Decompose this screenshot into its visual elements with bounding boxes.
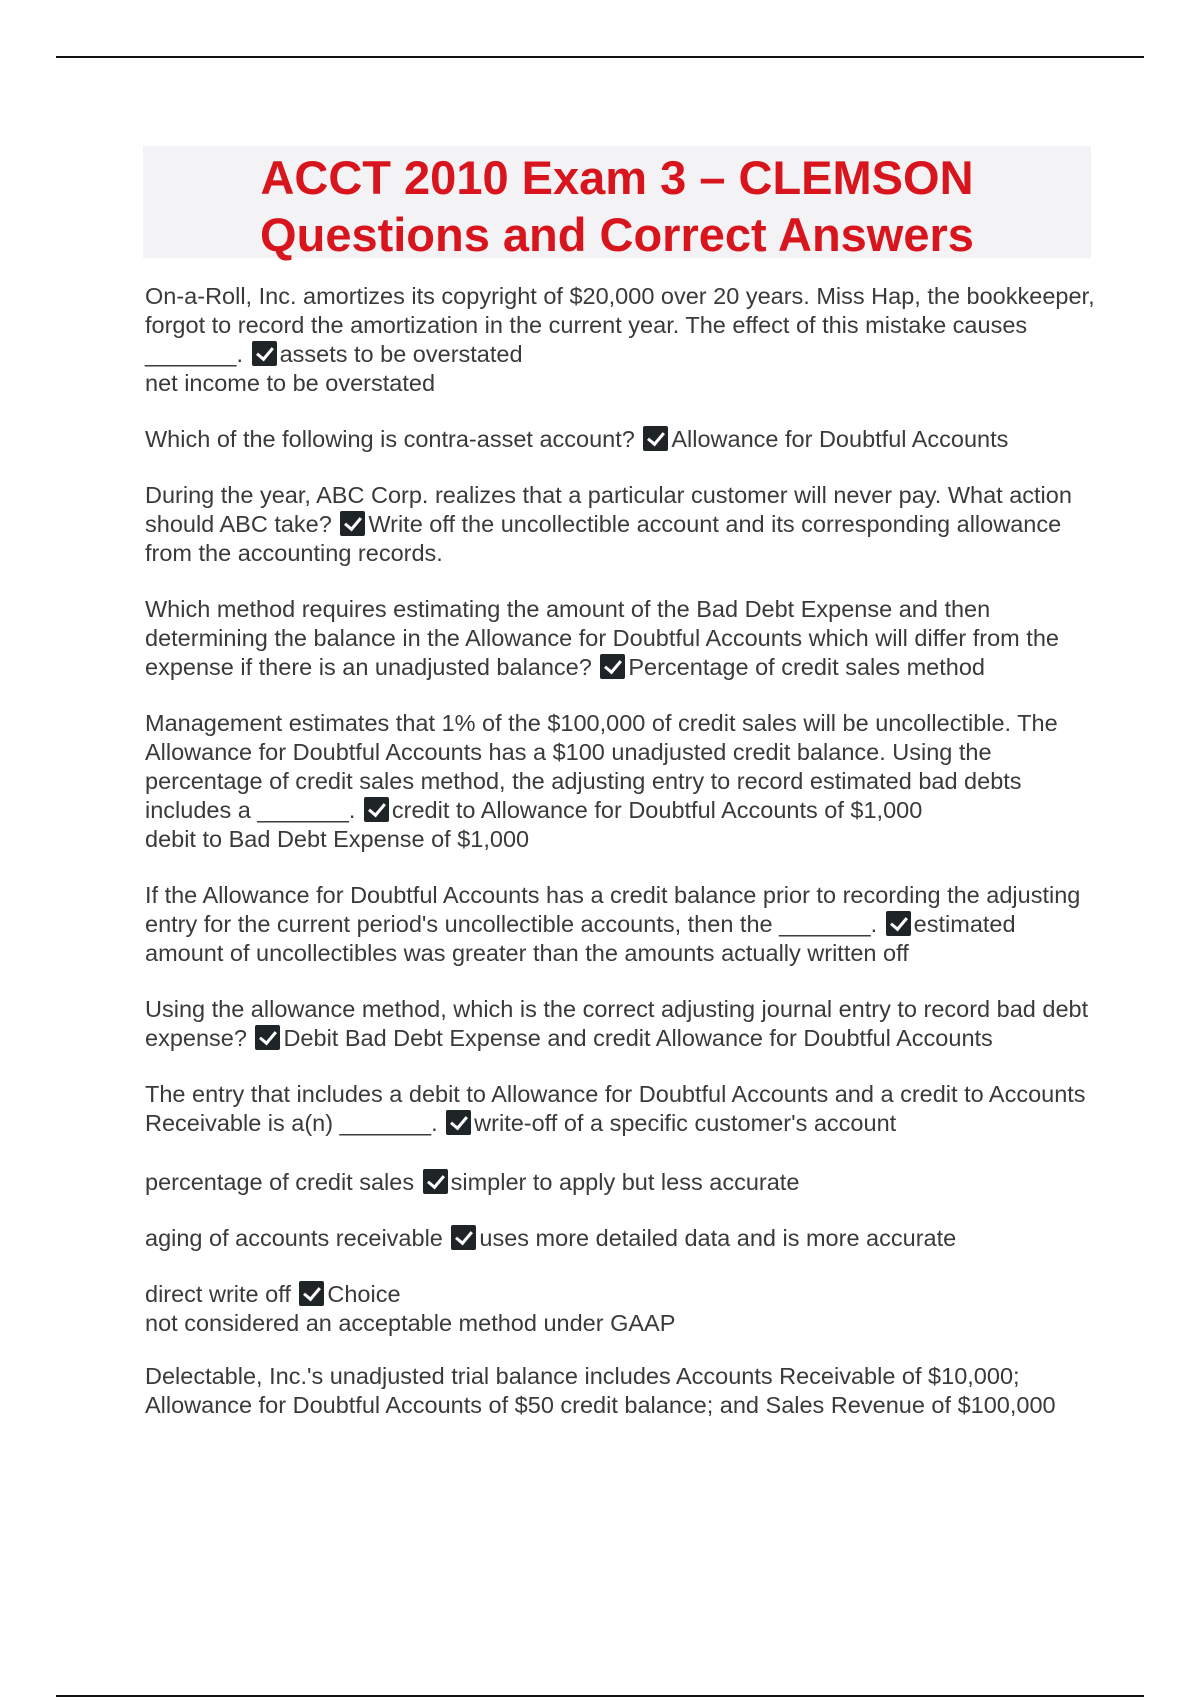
footer-rule [56, 1695, 1144, 1697]
question-text: Management estimates that 1% of the $100,000 of credit sales will be uncollectible. The Allowance for Doubtful Accounts has a $100 unadjusted credit balance. Using the percentage of credit sales method, the adjusting entry to record estimated bad debts includes a _______. [145, 710, 1058, 823]
answer-text: Percentage of credit sales method [628, 654, 985, 680]
answer-text: Write off the uncollectible account and its corresponding allowance from the accounting records. [145, 511, 1062, 566]
question-text: Using the allowance method, which is the correct adjusting journal entry to record bad debt expense? [145, 996, 1089, 1051]
answer-text: Choice [327, 1281, 401, 1307]
qa-item [145, 481, 1095, 568]
answer-text: assets to be overstated [279, 341, 523, 367]
question-text: On-a-Roll, Inc. amortizes its copyright of $20,000 over 20 years. Miss Hap, the bookkeeper, forgot to record the amortization in the current year. The effect of this mistake causes _______. [145, 283, 1095, 367]
qa-item [145, 1080, 1095, 1138]
answer-text: uses more detailed data and is more accurate [479, 1225, 957, 1251]
answer-text: Debit Bad Debt Expense and credit Allowance for Doubtful Accounts [283, 1025, 993, 1051]
title-line-2: Questions and Correct Answers [260, 208, 974, 261]
question-text: If the Allowance for Doubtful Accounts has a credit balance prior to recording the adjusting entry for the current period's uncollectible accounts, then the _______. [145, 882, 1081, 937]
answer-text: credit to Allowance for Doubtful Accounts of $1,000 [391, 797, 923, 823]
answer-text: Allowance for Doubtful Accounts [671, 426, 1009, 452]
checkmark-icon [252, 341, 277, 366]
checkmark-icon [364, 797, 389, 822]
qa-item [145, 1224, 1095, 1253]
question-text: During the year, ABC Corp. realizes that a particular customer will never pay. What action should ABC take? [145, 482, 1072, 537]
qa-item [145, 1168, 1095, 1197]
checkmark-icon [643, 426, 668, 451]
answer-text: write-off of a specific customer's account [474, 1110, 897, 1136]
qa-item [145, 282, 1095, 398]
checkmark-icon [446, 1110, 471, 1135]
qa-item [145, 425, 1095, 454]
checkmark-icon [340, 511, 365, 536]
question-text: The entry that includes a debit to Allowance for Doubtful Accounts and a credit to Accounts Receivable is a(n) _______. [145, 1081, 1086, 1136]
qa-item [145, 881, 1095, 968]
qa-item [145, 1280, 1095, 1338]
qa-item [145, 709, 1095, 854]
question-text: Which method requires estimating the amount of the Bad Debt Expense and then determining the balance in the Allowance for Doubtful Accounts which will differ from the expense if there is an unadjusted balance? [145, 596, 1059, 680]
document-title [143, 146, 1091, 263]
qa-item [145, 995, 1095, 1053]
qa-list [145, 282, 1095, 1420]
answer-text: simpler to apply but less accurate [450, 1169, 800, 1195]
question-text: direct write off [145, 1281, 291, 1307]
qa-item [145, 595, 1095, 682]
header-rule [56, 56, 1144, 58]
title-line-1: ACCT 2010 Exam 3 – CLEMSON [260, 151, 974, 204]
answer-extra-text: net income to be overstated [145, 370, 436, 396]
question-text: Which of the following is contra-asset account? [145, 426, 635, 452]
answer-text: estimated amount of uncollectibles was greater than the amounts actually written off [145, 911, 1016, 966]
question-text: aging of accounts receivable [145, 1225, 443, 1251]
checkmark-icon [255, 1025, 280, 1050]
question-text: percentage of credit sales [145, 1169, 415, 1195]
checkmark-icon [299, 1281, 324, 1306]
checkmark-icon [451, 1225, 476, 1250]
checkmark-icon [886, 911, 911, 936]
answer-extra-text: not considered an acceptable method under GAAP [145, 1310, 676, 1336]
checkmark-icon [600, 654, 625, 679]
checkmark-icon [423, 1169, 448, 1194]
title-banner [143, 146, 1091, 261]
answer-extra-text: debit to Bad Debt Expense of $1,000 [145, 826, 530, 852]
trailing-question: Delectable, Inc.'s unadjusted trial balance includes Accounts Receivable of $10,000; Allowance for Doubtful Accounts of $50 credit balance; and Sales Revenue of $100,000 [145, 1363, 1056, 1418]
